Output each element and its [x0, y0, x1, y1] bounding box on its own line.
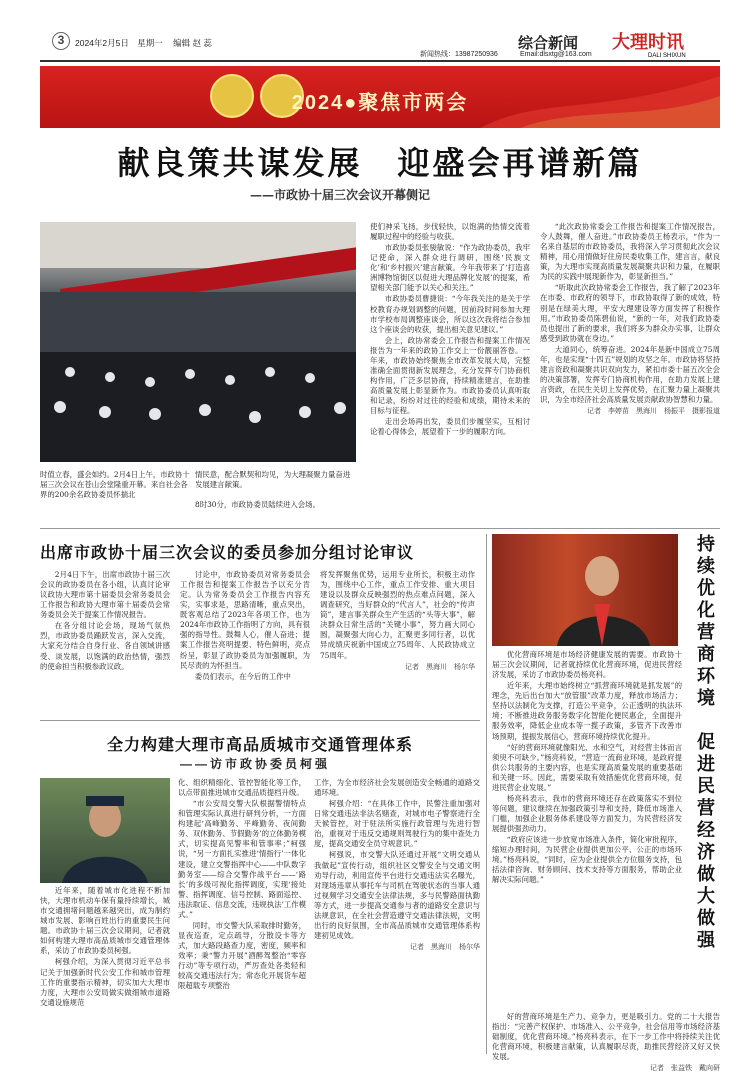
section2-col1: [40, 570, 170, 673]
photo-caption-2: 情民意，配合默契和均见，为大理凝聚力量奋进发展建言献策。: [195, 470, 351, 490]
header-meta: [75, 38, 212, 49]
section3-col1: [40, 886, 170, 1009]
paragraph: 市政协委员曹捷说：“今年我关注的是关于学校教育办规划调整的问题，因前段时间参加大理市学校布局调整座谈会，所以这次我将结合参加这个座谈会的收获，提出相关意见建议。”: [370, 294, 530, 334]
paragraph: 讨论中，市政协委员对常务委员会工作报告和提案工作报告予以充分肯定。认为常务委员会工作报告内容充实，实事求是，思路清晰，重点突出，既客观总结了2023年各项工作，也为2024年市政协工作指明了方向，具有很强的指导性。鼓舞人心，催人奋进；提案工作报告亮明提要、特色鲜明，亮点纷呈，彰显了政协委员为加强履职，为民尽责的为怀担当。: [180, 570, 310, 670]
main-col3: [540, 222, 720, 417]
paragraph: 近年来，随着城市化进程不断加快，大理市机动车保有量持续增长，城市交通拥堵问题越来越突出，成为制约城市发展、影响百姓出行的重要民生问题。市政协十届三次会议期间，记者就如何构建大理市高品质城市交通管理体系，采访了市政协委员柯强。: [40, 886, 170, 956]
kq-portrait: [40, 778, 170, 883]
main-headline: 献良策共谋发展 迎盛会再谱新篇: [117, 144, 643, 182]
section4-headline: 持续优化营商环境 促进民营经济做大做强: [695, 534, 715, 952]
photo-caption-3: 8时30分，市政协委员陆续进入会场。: [195, 500, 320, 509]
banner-title: 2024●聚焦市两会: [291, 92, 469, 114]
paragraph: 走出会场再出发，委员们步履坚实，互相讨论着心得体会，展望着下一步的履职方向。: [370, 417, 530, 437]
section3-col3: [314, 778, 480, 953]
meeting-hall-image: [40, 222, 356, 462]
hotline: 新闻热线：13987250936: [420, 51, 498, 58]
banner: [40, 66, 720, 128]
paragraph: 化、组织精细化、管控智能化等工作，以点带面推进城市交通品质提档升级。: [178, 778, 306, 798]
paragraph: “市公安局交警大队根据警情特点和管理实际认真进行研判分析，一方面构建起‘高峰勤务、平峰勤务、夜间勤务、双休勤务、节假勤务’的立体勤务模式，切实提高见警率和管事率；”柯强说，“另一方面扎实推进‘情指行’一体化建设，建立交警指挥中心——中队数字勤务室——综合交警作战平台——‘路长’的多级可视化指挥调度，实现‘接处警、指挥调度、信号控制、路面巡控、违法取证、信息交流，违规执法’工作模式。”: [178, 799, 306, 919]
paragraph: 委员们表示，在今后的工作中: [194, 671, 291, 681]
section2-col2: [180, 570, 310, 683]
section3-headline: 全力构建大理市高品质城市交通管理体系: [106, 737, 413, 754]
paragraph: 同时，市交警大队采取排时勤务，显夜巡查，定点疏导，分散设卡等方式，加大路段路查力度，密度，频率和效率；秉“警力开展”酒醉驾整治“零容行动”等专项行动，严厉查处各类轻和较高交通违法行为；常态化开展货车超限超载专项整治: [178, 920, 306, 991]
date: 2024年2月5日: [75, 38, 129, 48]
byline: 记者 李婷苗 黑海川 杨振平 摄影报道: [587, 407, 720, 416]
divider: [40, 720, 480, 721]
section3-col2: [178, 778, 306, 992]
paragraph: “听取此次政协常委会工作报告，我了解了2023年在市委、市政府的领导下，市政协取得了新的成效，特别是在绿美大理，平安大理建设等方面发挥了积极作用。”市政协委员陈碧仙说，“新的一年，对我们政协委员也提出了新的要求，我们将多为群众办实事，让群众感受到政协就在身边。”: [540, 283, 720, 343]
section3-subtitle: ——访市政协委员柯强: [180, 757, 331, 771]
paragraph: 使们神采飞扬，步伐轻快，以饱满的热情交流着履职过程中的经验与收获。: [370, 222, 530, 242]
meeting-photo: [40, 222, 356, 462]
editor: 编辑 赵 蕊: [173, 38, 212, 48]
header-rule: [40, 60, 720, 62]
paragraph: 好的营商环境是生产力、竞争力，更是吸引力。党的二十大报告指出：“完善产权保护、市场准入、公平竞争，社会信用等市场经济基础制度，优化营商环境。”杨亮科表示，在下一步工作中将持续关注优化营商环境，积极建言献策，认真履职尽责，助推民营经济又好又快发展。: [492, 1012, 720, 1062]
page-number: 3: [52, 32, 70, 50]
section4-last: [492, 1012, 720, 1074]
paragraph: 杨亮科表示，我市的营商环境还存在政策落实不到位等问题，建议继续在加强政策引导和支持，降低市场准入门槛，加强企业服务体系建设等方面发力，为民营经济发展提供强劲动力。: [492, 793, 682, 834]
section2-col3: [320, 570, 475, 672]
section4-body: [492, 650, 682, 886]
email: Email:dlsxtg@163.com: [520, 51, 592, 58]
paragraph: 柯强介绍，为深入贯彻习近平总书记关于加强新时代公安工作和城市管理工作的重要指示精神，切实加大大理市力度，大理市公安局做实做细城市道路交通设施规范: [40, 957, 170, 1007]
weekday: 星期一: [137, 38, 163, 48]
byline: 记者 黑海川 杨尔华: [405, 662, 475, 671]
ylk-portrait: [492, 534, 678, 646]
byline: 记者 黑海川 杨尔华: [410, 943, 480, 951]
page-header: [0, 0, 742, 62]
paragraph: 会上，政协常委会工作报告和提案工作情况报告为一年来的政协工作交上一份靓丽答卷。一年来，市政协始终聚焦全市改革发展大局，完整准确全面贯彻新发展理念，充分发挥专门协商机构作用，广泛多层协商，持续精准建言，在助推高质量发展上彰显新作为。市政协委员认真听取和记录，纷纷对过往的经验和成绩，期待未来的目标与征程。: [370, 335, 530, 416]
paragraph: 市政协委员张骏敏说：“作为政协委员，我牢记使命，深入群众进行调研，围绕‘民族文化’和‘乡村振兴’建言献策。今年我带来了‘打造喜洲博物馆街区以促进大理品牌化发展’的提案，希望相关部门能予以关心和关注。”: [370, 243, 530, 293]
paragraph: 近年来，大理市始终树立“抓营商环境就是抓发展”的理念，先后出台加大“放管服”改革力度，释放市场活力；坚持以法制化为支撑，打造公平竞争，公正透明的执法环境；不断推进政务服务数字化智能化便民惠企，全面提升服务效率，降低企业成本等一揽子政策，多管齐下改善市场预期，提振发展信心，营商环境持续优化提升。: [492, 681, 682, 741]
paragraph: 在各分组讨论会场，现场气氛热烈，市政协委员踊跃发言，深入交流，大家充分结合自身行业、各自领域讲感受、谈发展，以饱满的政治热情，强烈的使命担当积极参政议政。: [40, 621, 170, 671]
divider: [40, 528, 720, 529]
main-subtitle: ——市政协十届三次会议开幕侧记: [250, 188, 431, 202]
section2-headline: 出席市政协十届三次会议的委员参加分组讨论审议: [40, 543, 415, 562]
paragraph: 将发挥聚焦优势，运用专业所长，积极主动作为，围绕中心工作，重点工作安排、重大项目建设以及群众反映强烈的热点难点问题，深入调查研究，当好群众的“代言人”，社会的“传声筒”，建言事关群众生产生活的“头等大事”，解决群众日常生活的“关键小事”，努力画大同心圆，凝聚强大向心力，汇聚更多同行者，以优异成绩庆祝新中国成立75周年、人民政协成立75周年。: [320, 570, 475, 660]
brand-logo: 大理时讯: [612, 32, 684, 52]
column-divider: [486, 534, 487, 1054]
paragraph: 大道同心，统筹奋进。2024年是新中国成立75周年，也是实现“十四五”规划的攻坚之年。市政协将坚持建言资政和凝聚共识双向发力，紧扣市委十届五次全会的决策部署，发挥专门协商机构作用，在助力发展上建言资政，在民生关切上发挥优势，在汇聚力量上凝聚共识，为全市经济社会高质量发展贡献政协智慧和力量。: [540, 344, 720, 405]
paragraph: “好的营商环境就像阳光、水和空气，对经营主体而言须臾不可缺少。”杨亮科说，“营造一流商业环境，是政府提供公共服务的主要内容，也是实现高质量发展的重要基础和关键一环。因此，需要采取有效措施优化营商环境，促进民营企业发展。”: [492, 742, 682, 792]
byline: 记者 张益铁 戴向研: [650, 1064, 720, 1073]
paragraph: “政府应该进一步放宽市场准入条件，简化审批程序，缩短办理时间，为民营企业提供更加公平、公正的市场环境。”杨亮科说，“同时，应为企业提供全方位服务支持，包括法律咨询、财务顾问、技术支持等方面服务，帮助企业解决实际问题。”: [492, 835, 682, 885]
paragraph: 工作，为全市经济社会发展创造安全畅通的道路交通环境。: [314, 778, 480, 798]
officer-photo: [40, 778, 170, 883]
main-col2: [370, 222, 530, 438]
paragraph: 优化营商环境是市场经济健康发展的需要。市政协十届三次会议期间，记者就持续优化营商环境，促进民营经济发展，采访了市政协委员杨亮科。: [492, 650, 682, 680]
brand-english: DALI SHIXUN: [648, 53, 686, 59]
paragraph: 柯强介绍：“在具体工作中，民警注重加强对日常交通违法非法名赌查，对城市电子警察进行全天候管控，对于驻法所实施行政管理与先进行智治，重视对于违反交通规则驾驶行为的集中查处力度，提高交通安全员守规意识。”: [314, 799, 480, 849]
paragraph: “此次政协常委会工作报告和提案工作情况报告，令人鼓舞，催人奋进。”市政协委员王杨表示，“作为一名来自基层的市政协委员，我将深入学习贯彻此次会议精神，用心用情做好住房民委收集工作，建言言，献良策，为大理市实现高质量发展凝聚共识和力量，在履职为民的实践中展现新作为，彰显新担当。”: [540, 222, 720, 282]
paragraph: 2月4日下午，出席市政协十届三次会议的政协委员在各小组，认真讨论审议政协大理市第十届委员会常务委员会工作报告和政协大理市第十届委员会常务委员会关于提案工作情况报告。: [40, 570, 170, 620]
member-photo: [492, 534, 678, 646]
paragraph: 柯强说，市交警大队还通过开展“文明交通从我做起”宣传行动，组织社区交警安全与交通文明劝导行动，利用宣传平台进行交通违法实名曝光，对现场违章从事托车与司机在驾驶状态的当事人通过视频学习交通安全法律法规，多与民警路面执勤等方式，进一步提高交通参与者的道路安全意识与法规意识，在全社会营造遵守交通法律法规，文明出行的良好氛围，全市高品质城市交通管理体系构建初见成效。: [314, 850, 480, 940]
photo-caption-1: 时值立春，盛会如约。2月4日上午，市政协十届三次会议在苍山会堂隆重开幕。来自社会各界的200余名政协委员怀揣北: [40, 470, 190, 500]
section-name: 综合新闻: [518, 35, 579, 52]
